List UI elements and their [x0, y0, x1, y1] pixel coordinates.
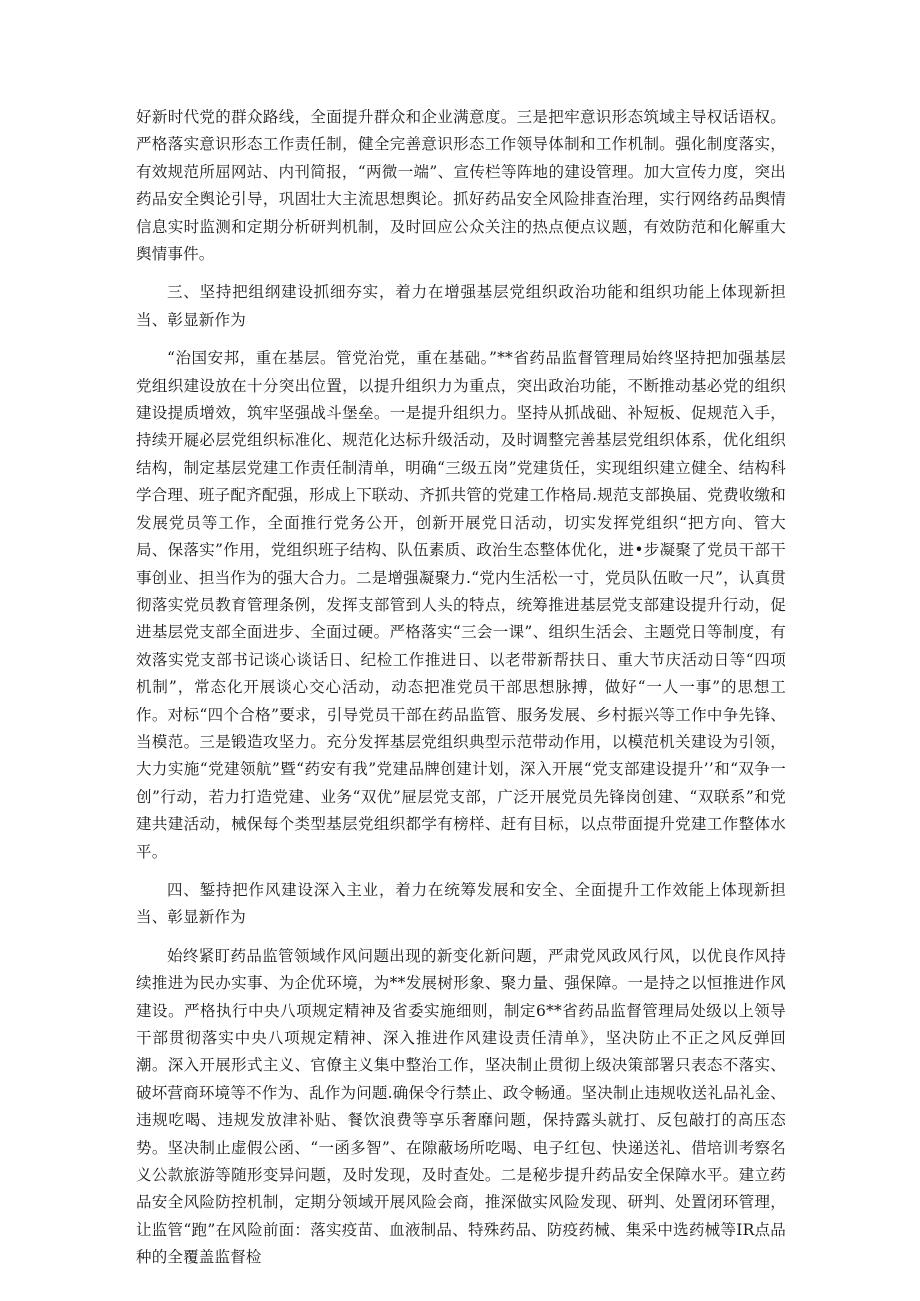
section-heading-four: 四、錾持把作风建设深入主业，着力在统筹发展和安全、全面提升工作效能上体现新担当、彰显新作为	[136, 880, 786, 927]
section-heading-three: 三、坚持把组纲建设抓细夯实，着力在增强基层党组织政治功能和组织功能上体现新担当、彰显新作为	[136, 283, 786, 329]
paragraph-organization: “治国安邦，重在基层。管党治党，重在基础。”**省药品监督管理局始终坚持把加强基层党组织建设放在十分突出位置，以提升组织力为重点，突出政治功能，不断推动基必党的组织建设提质增效，筑牢坚强战斗堡垒。一是提升组织力。坚持从抓战础、补短板、促规范入手，持续开屣必层党组织标准化、规范化达标升级活动，及时调整完善基层党组织体系，优化组织结构，制定基层党建工作责任制清单，明确“三级五岗”党建货任，实现组织建立健全、结构科学合理、班子配齐配强，形成上下联动、齐抓共管的党建工作格局.规范支部换届、党费收缴和发展党员等工作，全面推行党务公开，创新开展党日活动，切实发挥党组织“把方向、管大局、保落实”作用，党组织班子结构、队伍素质、政治生态整体优化，进•步凝聚了党员干部干事创业、担当作为的强大合力。二是增强凝聚力.“党内生活松一寸，党员队伍畋一尺”，认真贯彻落实党员教育管理条例，发挥支部管到人头的特点，统筹推进基层党支部建设提升行动，促进基层党支部全面进步、全面过硬。严格落实“三会一课”、组织生活会、主题党日等制度，有效落实党支部书记谈心谈话日、纪检工作推进日、以老带新帮扶日、重大节庆活动日等“四项机制”，常态化开展谈心交心活动，动态把准党员干部思想脉搏，做好“一人一事”的思想工作。对标“四个合格”要求，引导党员干部在药品监管、服务发展、乡村振兴等工作中争先锋、当模范。三是锻造攻坚力。充分发挥基层党组织典型示范带动作用，以模范机关建设为引领，大力实施“党建领航”暨“药安有我”党建品牌创建计划，深入开展“党支部建设提升’’和“双争一创”行动，若力打造党建、业务“双优”屉层党支部，广泛开展党员先锋岗创建、“双联系”和党建共建活动，械保每个类型基层党组织都学有榜样、赶有目标，以点带面提升党建工作整体水平。	[136, 349, 786, 861]
paragraph-work-style: 始终紧盯药品监管领域作风问题出现的新变化新问题，严肃党风政风行风，以优良作风持续推进为民办实事、为企优环境，为**发展树形象、聚力量、强保障。一是持之以恒推进作风建设。严格执行中央八项规定精神及省委实施细则，制定6**省药品监督管理局处级以上领导干部贯彻落实中央八项规定精神、深入推进作风建设责任清单》，坚决防止不正之风反弹回潮。深入开展形式主义、官僚主义集中整治工作，坚决制止贯彻上级决策部署只表态不落实、破坏营商环境等不作为、乱作为问题.确保令行禁止、政令畅通。坚决制止违规收送礼品礼金、违规吃喝、违规发放津补贴、餐饮浪费等享乐奢靡问题，保持露头就打、反包敲打的高压态势。坚决制止虚假公函、“一函多智”、在隙蔽场所吃喝、电子红包、快递送礼、借培训考察名义公款旅游等随形变异问题，及时发现，及时查处。二是秘步提升药品安全保障水平。建立药品安全风险防控机制，定期分领域开展风险会商，推深做实风险发现、研判、处置闭环管理，让监管“跑”在风险前面：落实疫苗、血液制品、特殊药品、防疫药械、集采中选药械等IR点品种的全覆盖监督检	[136, 946, 786, 1267]
paragraph-continuation: 好新时代党的群众路线，全面提升群众和企业满意度。三是把牢意识形态筑域主导权话语权。严格落实意识形态工作责任制，健全完善意识形态工作领导体制和工作机制。强化制度落实，有效规范所屈网站、内刊简报，“两微一端”、宣传栏等阵地的建设管理。加大宣传力度，突出药品安全舆论引导，巩固壮大主流思想舆论。抓好药品安全风险排查治理，实行网络药品舆情信息实时监测和定期分析研判机制，及时回应公众关注的热点便点议题，有效防范和化解重大舆情事件。	[136, 108, 786, 264]
document-page	[136, 104, 786, 1283]
